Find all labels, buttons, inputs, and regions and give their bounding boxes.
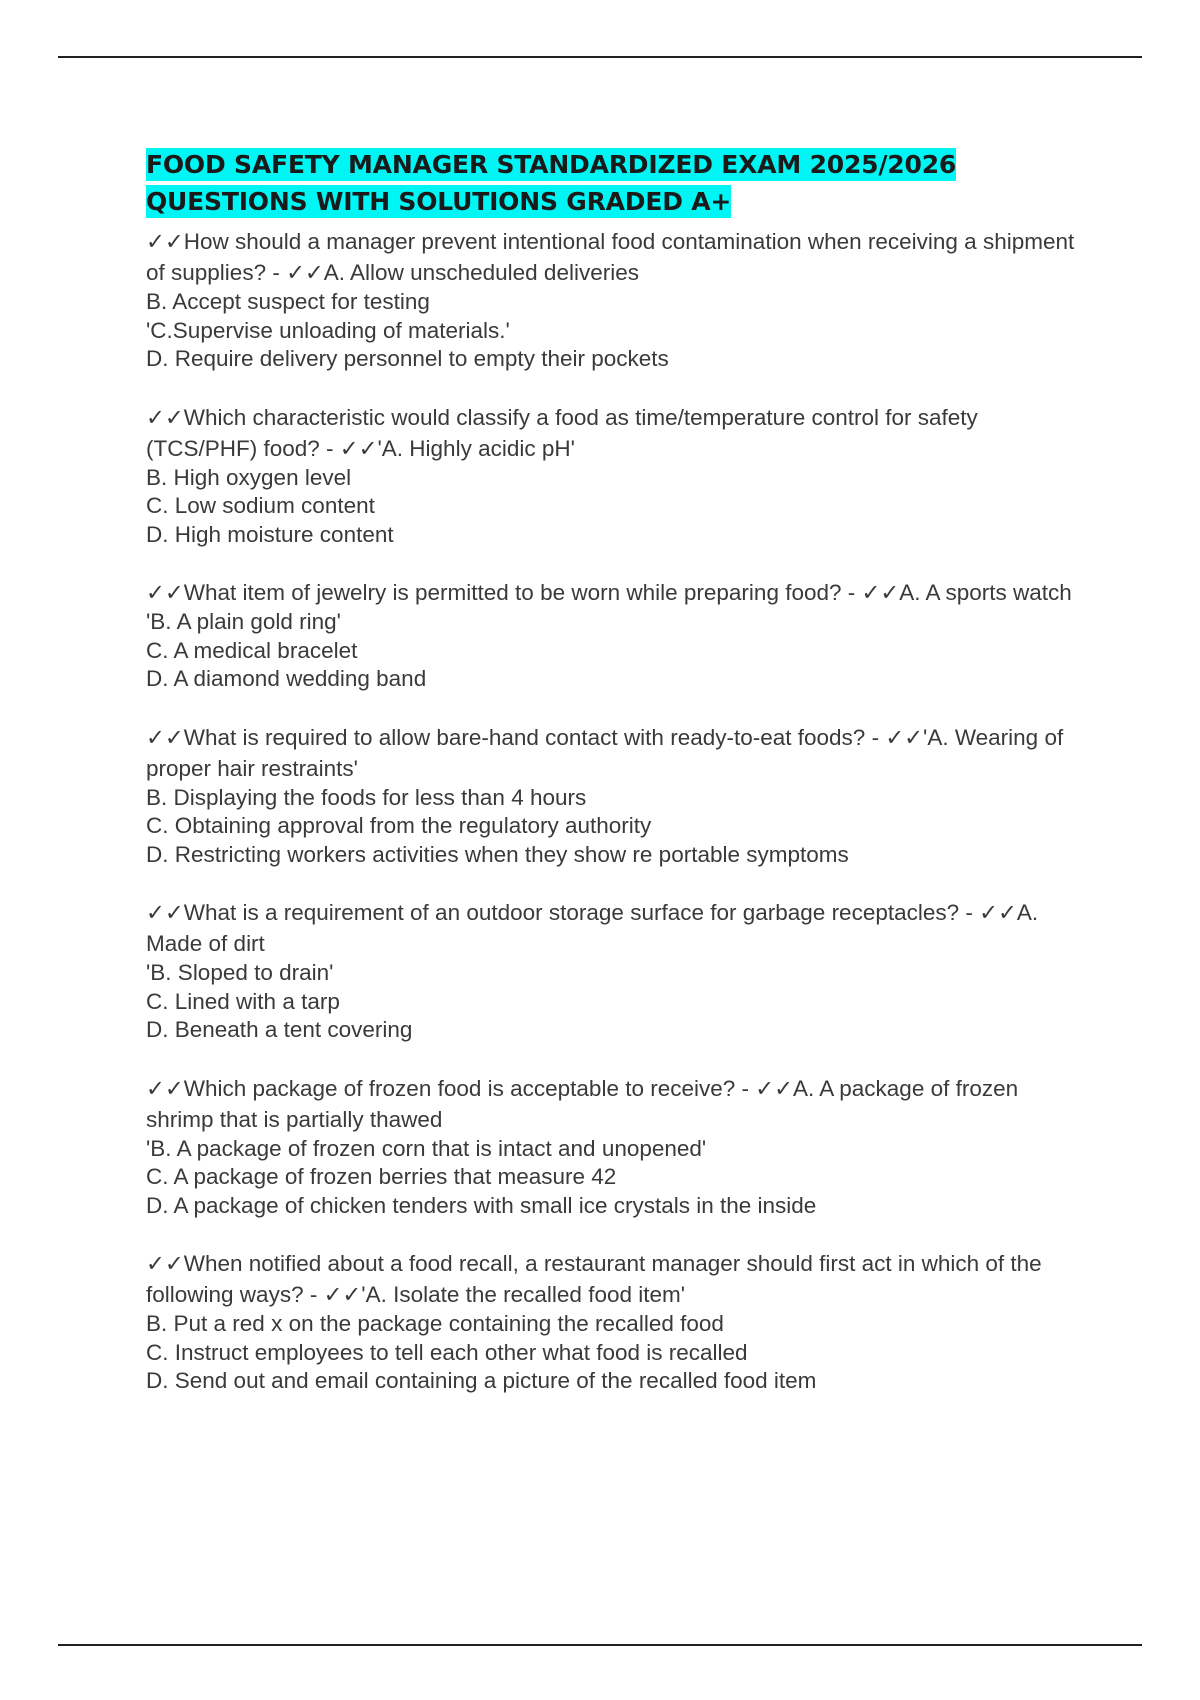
bottom-rule [58,1644,1142,1646]
question-block [146,577,1086,694]
answer-option: 'B. A plain gold ring' [146,609,341,634]
answer-option: B. Put a red x on the package containing the recalled food [146,1311,724,1336]
answer-option: 'C.Supervise unloading of materials.' [146,317,510,343]
question-block [146,1073,1086,1221]
document-title [146,146,1086,220]
top-rule [58,56,1142,58]
question-block [146,402,1086,550]
answer-option: D. Require delivery personnel to empty their pockets [146,346,669,371]
answer-option: D. High moisture content [146,521,394,547]
question-stem: ✓✓Which characteristic would classify a food as time/temperature control for safety (TCS/PHF) food? - ✓✓'A. Highly acidic pH' [146,404,978,461]
question-stem: ✓✓What is required to allow bare-hand contact with ready-to-eat foods? - ✓✓'A. Wearing of proper hair restraints' [146,724,1064,781]
title-highlight: FOOD SAFETY MANAGER STANDARDIZED EXAM 2025/2026 QUESTIONS WITH SOLUTIONS GRADED A+ [146,150,957,216]
answer-option: C. A medical bracelet [146,637,358,663]
question-stem: ✓✓What is a requirement of an outdoor storage surface for garbage receptacles? - ✓✓A. Made of dirt [146,900,1039,956]
answer-option: C. Obtaining approval from the regulatory authority [146,813,652,838]
question-stem: ✓✓How should a manager prevent intentional food contamination when receiving a shipment of supplies? - ✓✓A. Allow unscheduled deliveries [146,229,1075,285]
answer-option: 'B. Sloped to drain' [146,960,334,985]
answer-option: C. Instruct employees to tell each other what food is recalled [146,1339,748,1365]
question-block [146,226,1086,374]
question-block [146,897,1086,1045]
answer-option: D. Beneath a tent covering [146,1017,413,1042]
answer-option: C. Lined with a tarp [146,988,340,1014]
question-stem: ✓✓What item of jewelry is permitted to be worn while preparing food? - ✓✓A. A sports watch [146,580,1072,605]
answer-option: C. Low sodium content [146,493,375,518]
answer-option: D. A diamond wedding band [146,666,427,691]
answer-option: D. Restricting workers activities when they show re portable symptoms [146,841,849,867]
answer-option: D. A package of chicken tenders with small ice crystals in the inside [146,1192,817,1218]
answer-option: B. High oxygen level [146,464,352,490]
question-block [146,722,1086,870]
answer-option: B. Accept suspect for testing [146,289,430,314]
answer-option: B. Displaying the foods for less than 4 hours [146,784,587,810]
question-stem: ✓✓When notified about a food recall, a restaurant manager should first act in which of the following ways? - ✓✓'A. Isolate the recalled food item' [146,1251,1042,1307]
answer-option: 'B. A package of frozen corn that is intact and unopened' [146,1135,707,1161]
document-body [146,146,1086,1424]
question-stem: ✓✓Which package of frozen food is acceptable to receive? - ✓✓A. A package of frozen shrimp that is partially thawed [146,1075,1019,1132]
answer-option: D. Send out and email containing a picture of the recalled food item [146,1368,817,1393]
question-block [146,1248,1086,1396]
answer-option: C. A package of frozen berries that measure 42 [146,1164,617,1189]
